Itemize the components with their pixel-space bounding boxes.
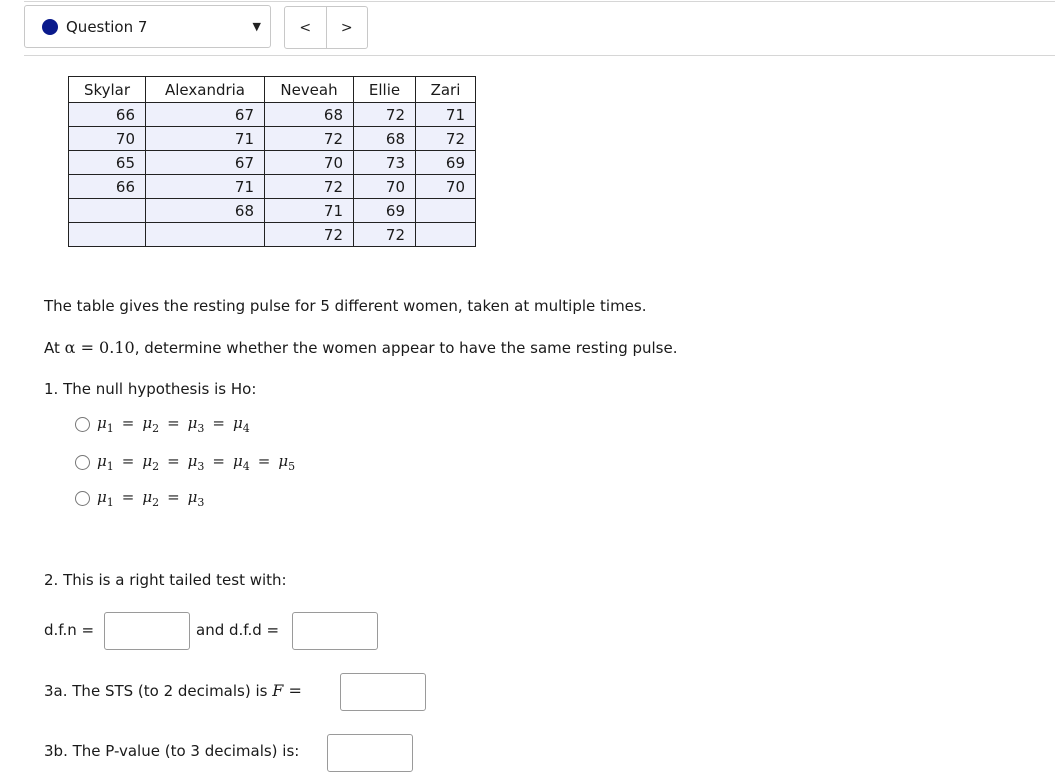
table-cell: 73: [354, 151, 416, 175]
prev-question-button[interactable]: <: [299, 19, 312, 36]
table-cell: 67: [146, 103, 265, 127]
table-cell: 68: [265, 103, 354, 127]
question-2-label: 2. This is a right tailed test with:: [44, 571, 287, 589]
top-divider: [24, 1, 1055, 2]
table-cell: 71: [146, 175, 265, 199]
table-cell: 68: [354, 127, 416, 151]
table-row: [69, 223, 476, 247]
alpha-suffix: , determine whether the women appear to have the same resting pulse.: [134, 339, 678, 357]
table-cell: 70: [354, 175, 416, 199]
table-cell: [416, 199, 476, 223]
radio-button[interactable]: [75, 491, 90, 506]
table-cell: 71: [146, 127, 265, 151]
radio-button[interactable]: [75, 417, 90, 432]
question-status-dot: [42, 19, 58, 35]
table-cell: 66: [69, 103, 146, 127]
table-cell: 69: [354, 199, 416, 223]
table-cell: [146, 223, 265, 247]
caret-down-icon: ▼: [252, 20, 261, 33]
table-cell: [69, 199, 146, 223]
next-question-button[interactable]: >: [326, 7, 368, 48]
alpha-sentence: [44, 338, 678, 357]
table-cell: 66: [69, 175, 146, 199]
table-cell: 69: [416, 151, 476, 175]
sts-input[interactable]: [340, 673, 426, 711]
null-hypothesis-option-3[interactable]: [75, 488, 204, 509]
dfn-label: d.f.n =: [44, 621, 95, 639]
table-row: [69, 175, 476, 199]
table-cell: 70: [265, 151, 354, 175]
alpha-prefix: At: [44, 339, 60, 357]
table-row: [69, 199, 476, 223]
question-select-label: Question 7: [66, 18, 148, 36]
column-header: Ellie: [354, 77, 416, 103]
question-1-label: 1. The null hypothesis is Ho:: [44, 380, 257, 398]
question-3b-label: 3b. The P-value (to 3 decimals) is:: [44, 742, 300, 760]
table-cell: 72: [354, 103, 416, 127]
question-3a-prefix: 3a. The STS (to 2 decimals) is: [44, 682, 268, 700]
table-cell: 70: [416, 175, 476, 199]
table-cell: [416, 223, 476, 247]
hypothesis-expression: $\mu_1 = \mu_2 = \mu_3 = \mu_4$: [97, 414, 250, 435]
table-cell: 72: [265, 223, 354, 247]
column-header: Alexandria: [146, 77, 265, 103]
f-statistic-symbol: F =: [272, 681, 302, 700]
question-nav: [284, 6, 368, 49]
intro-text: The table gives the resting pulse for 5 different women, taken at multiple times.: [44, 297, 647, 315]
radio-button[interactable]: [75, 455, 90, 470]
table-row: [69, 127, 476, 151]
table-cell: 72: [265, 127, 354, 151]
table-cell: 72: [354, 223, 416, 247]
column-header: Skylar: [69, 77, 146, 103]
pulse-table: [68, 76, 476, 247]
table-cell: 65: [69, 151, 146, 175]
column-header: Zari: [416, 77, 476, 103]
table-cell: 72: [416, 127, 476, 151]
table-row: [69, 151, 476, 175]
table-cell: 70: [69, 127, 146, 151]
dfd-label: and d.f.d =: [196, 621, 280, 639]
table-row: [69, 103, 476, 127]
table-cell: 71: [265, 199, 354, 223]
table-cell: 68: [146, 199, 265, 223]
hypothesis-expression: $\mu_1 = \mu_2 = \mu_3 = \mu_4 = \mu_5$: [97, 452, 296, 473]
table-cell: [69, 223, 146, 247]
table-cell: 71: [416, 103, 476, 127]
question-select[interactable]: [24, 5, 271, 48]
dfd-input[interactable]: [292, 612, 378, 650]
table-header-row: [69, 77, 476, 103]
p-value-input[interactable]: [327, 734, 413, 772]
table-cell: 67: [146, 151, 265, 175]
null-hypothesis-option-5[interactable]: [75, 452, 295, 473]
header-divider: [24, 55, 1055, 56]
column-header: Neveah: [265, 77, 354, 103]
alpha-value: α = 0.10: [64, 338, 135, 357]
null-hypothesis-option-4[interactable]: [75, 414, 250, 435]
dfn-input[interactable]: [104, 612, 190, 650]
table-cell: 72: [265, 175, 354, 199]
hypothesis-expression: $\mu_1 = \mu_2 = \mu_3$: [97, 488, 205, 509]
question-3a-label: [44, 681, 302, 700]
